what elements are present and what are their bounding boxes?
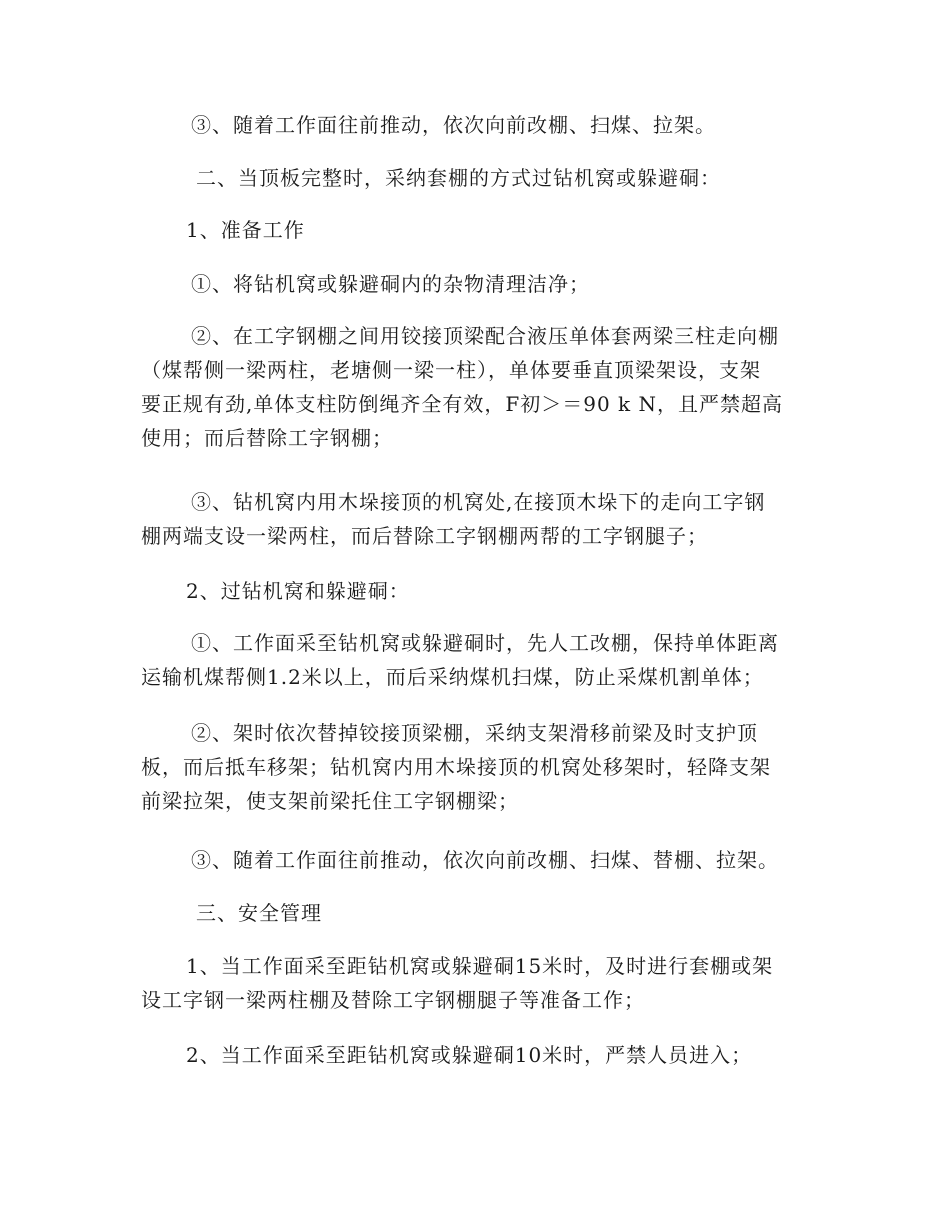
paragraph-step-3-timber: [141, 485, 813, 553]
paragraph-step-1-clean: [141, 267, 813, 301]
section-heading-3: [141, 896, 813, 930]
text-line: ③、随着工作面往前推动，依次向前改棚、扫煤、拉架。: [191, 113, 716, 137]
text-line: 2、过钻机窝和躲避硐：: [186, 579, 410, 603]
paragraph-safety-2: [141, 1038, 813, 1072]
text-line: 使用；而后替除工字钢棚；: [141, 426, 393, 450]
text-line: 2、当工作面采至距钻机窝或躲避硐10米时，严禁人员进入；: [186, 1043, 753, 1067]
text-line: 要正规有劲,单体支柱防倒绳齐全有效，F初＞＝90 k N，且严禁超高: [141, 392, 784, 416]
section-heading-2: [141, 161, 813, 195]
text-line: ③、随着工作面往前推动，依次向前改棚、扫煤、替棚、拉架。: [191, 848, 779, 872]
text-line: ①、工作面采至钻机窝或躲避硐时，先人工改棚，保持单体距离: [191, 631, 779, 655]
text-line: （煤帮侧一梁两柱，老塘侧一梁一柱），单体要垂直顶梁架设，支架: [141, 358, 761, 382]
text-line: ②、架时依次替掉铰接顶梁棚，采纳支架滑移前梁及时支护顶: [191, 721, 758, 745]
paragraph-passing-step-1: [141, 626, 813, 694]
paragraph-passing-step-3: [141, 843, 813, 877]
text-line: 运输机煤帮侧1.2米以上，而后采纳煤机扫煤，防止采煤机割单体；: [141, 665, 764, 689]
text-line: 前梁拉架，使支架前梁托住工字钢棚梁；: [141, 789, 519, 813]
text-line: 棚两端支设一梁两柱，而后替除工字钢棚两帮的工字钢腿子；: [141, 524, 708, 548]
text-line: ①、将钻机窝或躲避硐内的杂物清理洁净；: [191, 272, 590, 296]
paragraph-safety-1: [141, 949, 813, 1017]
text-line: 三、安全管理: [196, 901, 322, 925]
paragraph-passing-step-2: [141, 716, 813, 818]
text-line: ②、在工字钢棚之间用铰接顶梁配合液压单体套两梁三柱走向棚: [191, 324, 779, 348]
text-line: 1、当工作面采至距钻机窝或躲避硐15米时，及时进行套棚或架: [186, 954, 774, 978]
subheading-passing: [141, 574, 813, 608]
paragraph-step-3-advance: [141, 108, 813, 142]
text-line: 设工字钢一梁两柱棚及替除工字钢棚腿子等准备工作；: [141, 988, 645, 1012]
text-line: 1、准备工作: [186, 218, 305, 242]
subheading-preparation: [141, 213, 813, 247]
text-line: 板，而后抵车移架；钻机窝内用木垛接顶的机窝处移架时，轻降支架: [141, 755, 771, 779]
paragraph-step-2-support: [141, 319, 813, 455]
text-line: ③、钻机窝内用木垛接顶的机窝处,在接顶木垛下的走向工字钢: [191, 490, 766, 514]
text-line: 二、当顶板完整时，采纳套棚的方式过钻机窝或躲避硐：: [196, 166, 721, 190]
